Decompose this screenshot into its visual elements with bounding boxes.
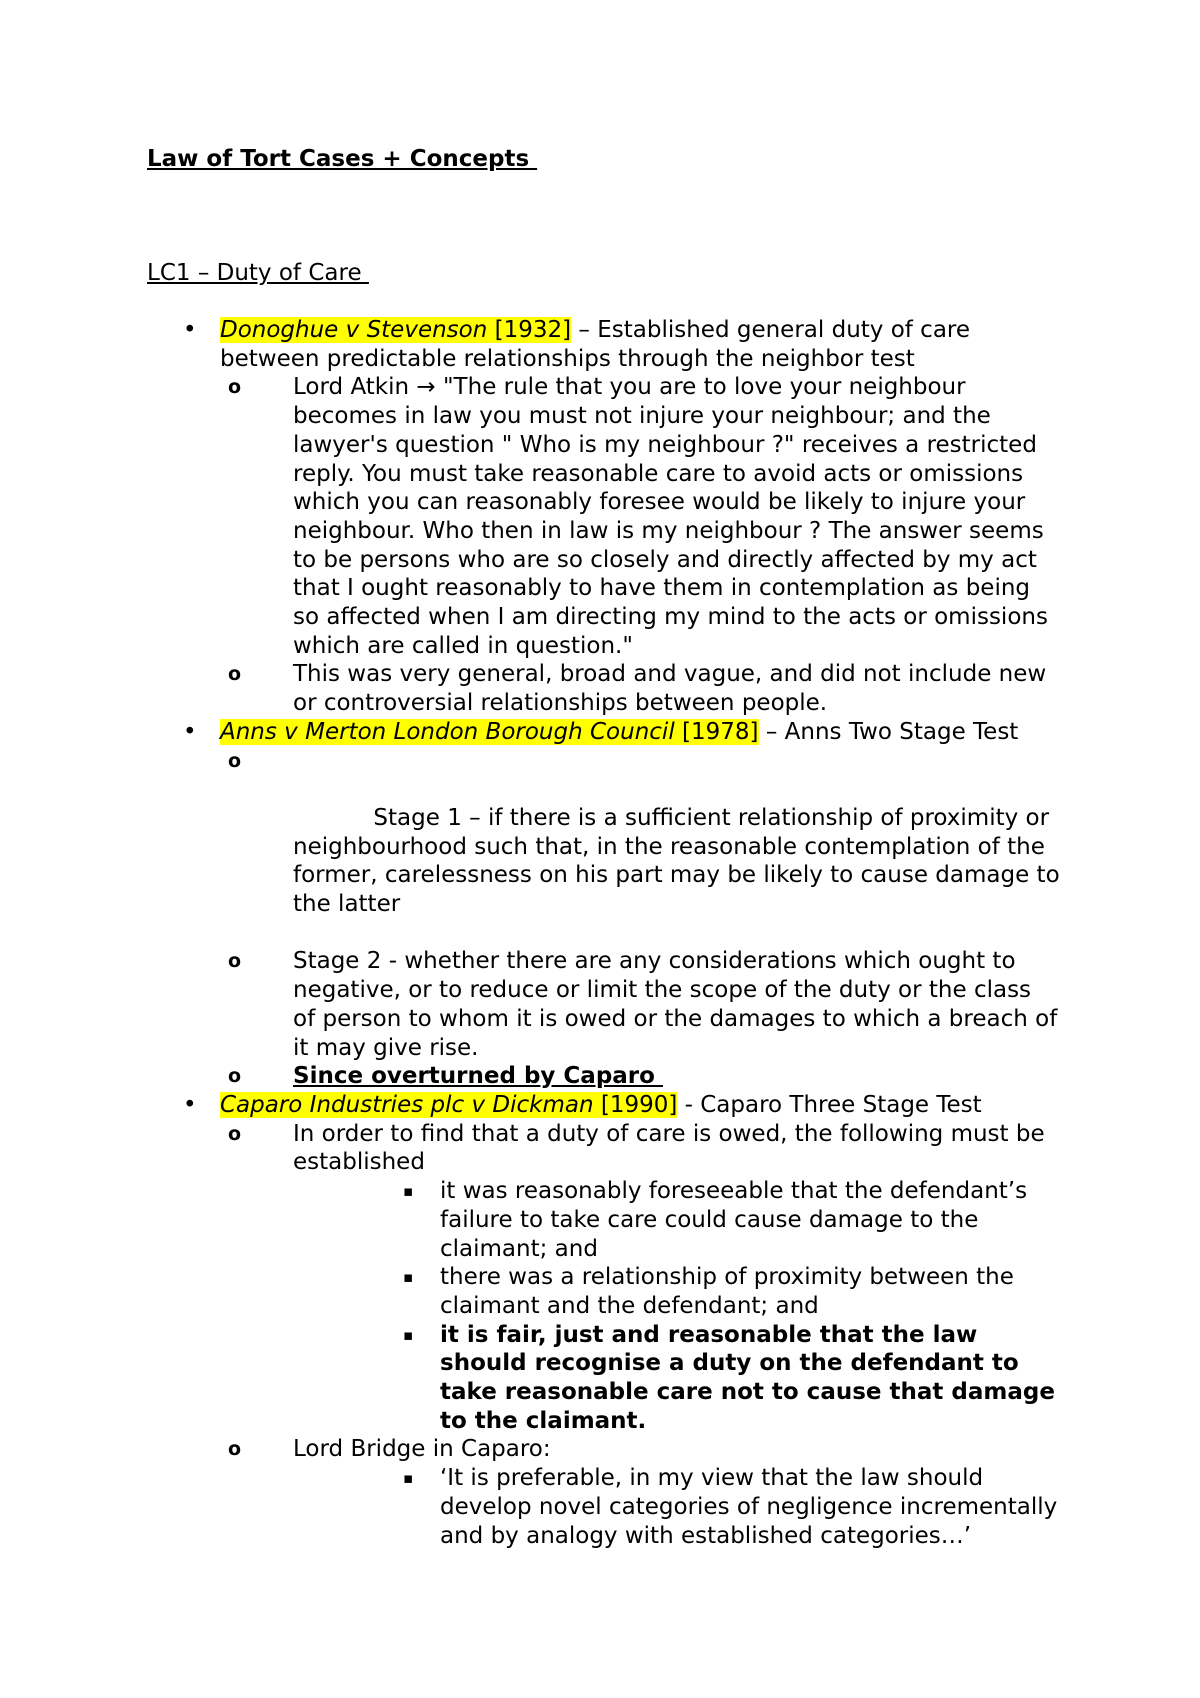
requirement-text-bold: it is fair, just and reasonable that the law should recognise a duty on the defendant to take reasonable care not to cause that damage to the claimant. — [440, 1321, 1055, 1434]
case-sublist — [0, 1120, 1060, 1551]
sub-item — [228, 1120, 1060, 1436]
circle-bullet-icon: o — [228, 1438, 242, 1461]
sub-item-text: Stage 2 - whether there are any considerations which ought to negative, or to reduce or limit the scope of the duty or the class of person to whom it is owed or the damages to which a breach of it may give rise. — [293, 948, 1058, 1061]
requirement-item — [403, 1177, 1060, 1263]
section-heading: LC1 – Duty of Care — [147, 260, 369, 286]
case-description: – Anns Two Stage Test — [758, 718, 1019, 745]
square-bullet-icon: ▪ — [403, 1268, 414, 1287]
bullet-icon: • — [183, 1091, 197, 1118]
sub-item-text: Lord Bridge in Caparo: — [293, 1436, 551, 1463]
bullet-icon: • — [183, 718, 197, 745]
sub-item — [228, 947, 1060, 1062]
sub-item-text: This was very general, broad and vague, and did not include new or controversial relationships between people. — [293, 661, 1047, 717]
document-title: Law of Tort Cases + Concepts — [147, 146, 538, 172]
case-highlight — [220, 1092, 677, 1118]
circle-bullet-icon: o — [228, 950, 242, 973]
sub-item — [228, 1435, 1060, 1550]
square-bullet-icon: ▪ — [403, 1469, 414, 1488]
circle-bullet-icon: o — [228, 1122, 242, 1145]
circle-bullet-icon: o — [228, 749, 242, 772]
square-bullet-icon: ▪ — [403, 1325, 414, 1344]
case-year: [1990] — [600, 1091, 678, 1118]
arrow-right-icon: → — [416, 374, 436, 401]
quote-list — [0, 1464, 1060, 1550]
case-item-donoghue — [0, 316, 1060, 718]
requirement-text: it was reasonably foreseeable that the defendant’s failure to take care could cause damage to the claimant; and — [440, 1178, 1028, 1262]
case-description: - Caparo Three Stage Test — [677, 1091, 982, 1118]
case-sublist — [0, 747, 1067, 1091]
square-bullet-icon: ▪ — [403, 1182, 414, 1201]
case-highlight — [220, 317, 571, 343]
circle-bullet-icon: o — [228, 663, 242, 686]
test-requirements-list — [0, 1177, 1060, 1435]
sub-item-text: Stage 1 – if there is a sufficient relationship of proximity or neighbourhood such that, in the reasonable contemplation of the former, carelessness on his part may be likely to cause damage to the latter — [293, 804, 1067, 918]
requirement-item — [403, 1263, 1060, 1320]
case-item-anns — [0, 718, 1067, 1091]
requirement-text: there was a relationship of proximity between the claimant and the defendant; and — [440, 1264, 1014, 1319]
case-list — [0, 316, 1200, 1550]
sub-item — [228, 1062, 1060, 1091]
requirement-item — [403, 1321, 1060, 1436]
case-year: [1932] — [494, 317, 572, 343]
quote-item — [403, 1464, 1060, 1550]
sub-item — [228, 747, 1067, 948]
case-name: Donoghue v Stevenson — [220, 317, 488, 343]
case-name: Caparo Industries plc v Dickman — [220, 1091, 594, 1118]
sub-item — [228, 660, 1060, 717]
sub-item-prefix: Lord Atkin — [293, 374, 417, 401]
circle-bullet-icon: o — [228, 376, 242, 399]
case-sublist — [0, 373, 1060, 717]
case-year: [1978] — [682, 718, 759, 745]
bullet-icon: • — [183, 317, 197, 343]
case-description: – Established general duty of care between predictable relationships through the neighbor test — [220, 317, 971, 372]
case-highlight — [220, 719, 759, 745]
case-name: Anns v Merton London Borough Council — [220, 718, 675, 745]
quote-text: ‘It is preferable, in my view that the law should develop novel categories of negligence incrementally and by analogy with established categories…’ — [440, 1465, 1058, 1549]
sub-item — [228, 373, 1060, 660]
circle-bullet-icon: o — [228, 1065, 242, 1088]
sub-item-text: In order to find that a duty of care is owed, the following must be established — [293, 1120, 1045, 1176]
sub-item-text: "The rule that you are to love your neighbour becomes in law you must not injure your neighbour; and the lawyer's question " Who is my neighbour ?" receives a restricted reply. You must take reasonable care to avoid acts or omissions which you can reasonably foresee would be likely to injure your neighbour. Who then in law is my neighbour ? The answer seems to be persons who are so closely and directly affected by my act that I ought reasonably to have them in contemplation as being so affected when I am directing my mind to the acts or omissions which are called in question." — [293, 374, 1048, 659]
sub-item-text-emphasis: Since overturned by Caparo — [293, 1063, 663, 1090]
case-item-caparo — [0, 1091, 1060, 1550]
